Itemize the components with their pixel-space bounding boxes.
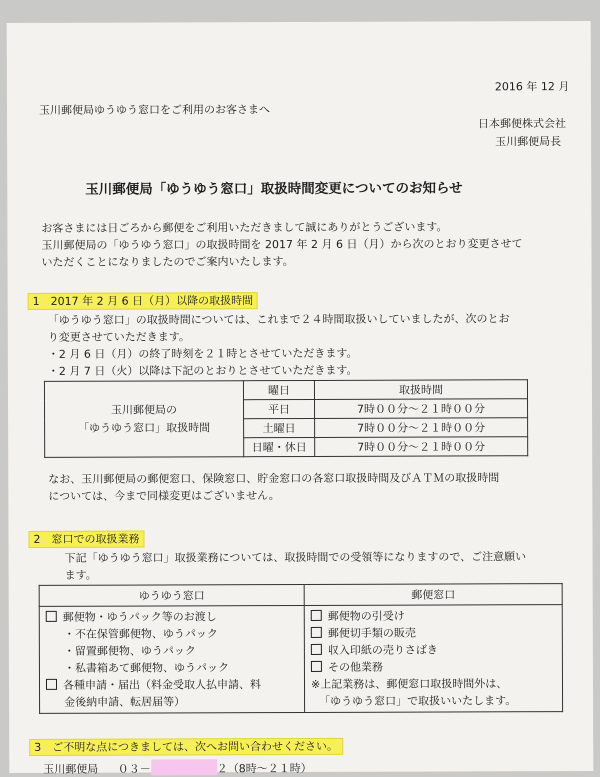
section-1-line: り変更させていただきます。 xyxy=(47,330,190,344)
intro-paragraph xyxy=(41,218,522,271)
table-row xyxy=(39,605,562,714)
table-row: 土曜日 7時００分～２１時００分 xyxy=(45,418,528,439)
section-1-line: ・2 月 6 日（月）の終了時刻を２１時とさせていただきます。 xyxy=(47,346,358,361)
checkbox xyxy=(46,679,57,690)
section-2-body: 下記「ゆうゆう窓口」取扱業務については、取扱時間での受領等になりますので、ご注意願い ます。 xyxy=(64,550,527,582)
hours-table-label: 玉川郵便局の 「ゆうゆう窓口」取扱時間 xyxy=(44,381,243,458)
intro-line: お客さまには日ごろから郵便をご利用いただきまして誠にありがとうございます。 xyxy=(41,220,448,235)
checkbox xyxy=(311,644,322,655)
checkbox xyxy=(46,611,57,622)
column-header-postal: 郵便窓口 xyxy=(304,584,562,606)
hours-table xyxy=(44,379,528,458)
notice-sheet xyxy=(7,21,594,776)
table-row xyxy=(39,584,562,607)
column-header-hours: 取扱時間 xyxy=(314,380,527,400)
table-row xyxy=(44,380,527,401)
redacted-phone xyxy=(151,759,217,775)
checkbox xyxy=(311,661,322,672)
table-row: 日曜・休日 7時００分～２１時００分 xyxy=(45,437,528,458)
section-3-heading: 3 ご不明な点につきましては、次へお問い合わせください。 xyxy=(29,738,343,755)
contact-line: 玉川郵便局 ０３－ ２（8時～２１時） xyxy=(43,759,312,777)
column-header-day: 曜日 xyxy=(243,380,314,399)
checkbox xyxy=(311,627,322,638)
services-table xyxy=(39,583,563,714)
page-title: 玉川郵便局「ゆうゆう窓口」取扱時間変更についてのお知らせ xyxy=(85,180,463,198)
issuer-title: 玉川郵便局長 xyxy=(495,135,562,149)
section-2-heading: 2 窓口での取扱業務 xyxy=(28,531,144,547)
column-header-yuyu: ゆうゆう窓口 xyxy=(39,584,304,606)
issuer-company: 日本郵便株式会社 xyxy=(478,117,567,131)
intro-line: 玉川郵便局の「ゆうゆう窓口」の取扱時間を 2017 年 2 月 6 日（月）から次のとおり変更させて xyxy=(41,237,523,252)
yuyu-services: 郵便物・ゆうパック等のお渡し ・不在保管郵便物、ゆうパック ・留置郵便物、ゆうパック ・私書箱あて郵便物、ゆうパック 各種申請・届出（料金受取人払申請、料 金後納申請、転居届等） xyxy=(39,605,304,713)
notice-date: 2016 年 12 月 xyxy=(494,80,570,94)
intro-line: いただくことになりましたのでご案内いたします。 xyxy=(41,255,294,269)
checkbox xyxy=(311,610,322,621)
postal-services: 郵便物の引受け 郵便切手類の販売 収入印紙の売りさばき その他業務 ※上記業務は、郵便窓口取扱時間外は、 「ゆうゆう窓口」で取扱いいたします。 xyxy=(304,605,562,713)
addressee: 玉川郵便局ゆうゆう窓口をご利用のお客さまへ xyxy=(38,103,271,117)
table-row: 平日 7時００分～２１時００分 xyxy=(45,399,528,420)
section-1-body xyxy=(48,310,510,380)
section-1-line: ・2 月 7 日（火）以降は下記のとおりとさせていただきます。 xyxy=(47,363,358,378)
section-1-note: なお、玉川郵便局の郵便窓口、保険窓口、貯金窓口の各窓口取扱時間及びＡＴＭの取扱時間 については、今まで同様変更はございません。 xyxy=(48,471,500,503)
section-1-line: 「ゆうゆう窓口」の取扱時間については、これまで２４時間取扱いしていましたが、次のとお xyxy=(47,312,510,327)
section-1-heading: 1 2017 年 2 月 6 日（月）以降の取扱時間 xyxy=(28,292,259,309)
